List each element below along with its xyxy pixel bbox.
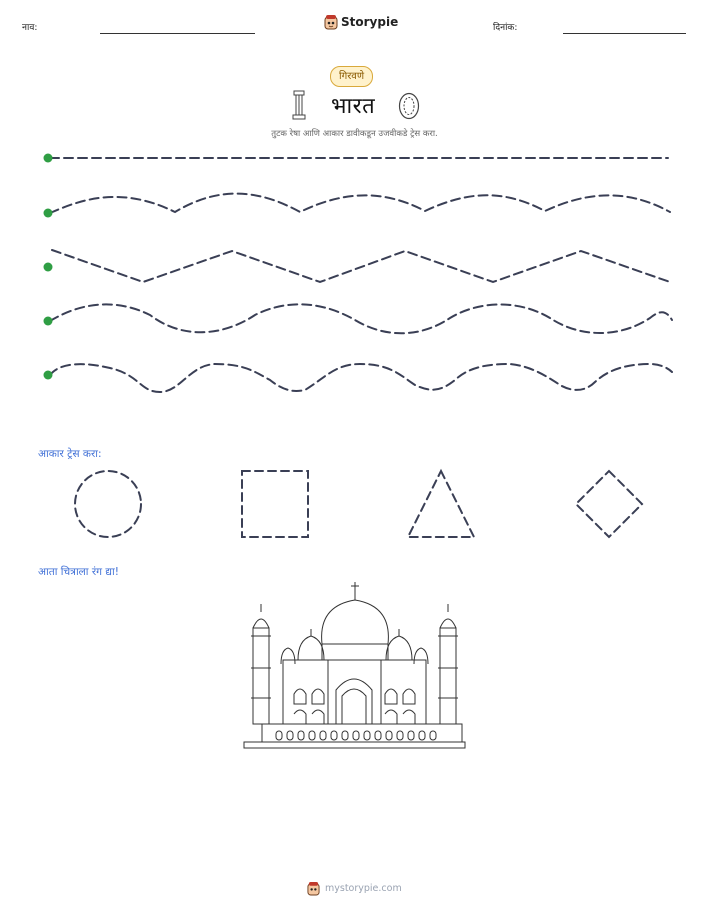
name-label: नाव: bbox=[22, 23, 38, 33]
trace-shape-triangle[interactable] bbox=[408, 471, 474, 537]
start-dot-3 bbox=[44, 263, 53, 272]
worksheet-title: भारत bbox=[331, 94, 376, 119]
coloring-heading: आता चित्राला रंग द्या! bbox=[38, 566, 119, 578]
trace-shape-circle[interactable] bbox=[75, 471, 141, 537]
instruction-text: तुटक रेषा आणि आकार डावीकडून उजवीकडे ट्रेस करा. bbox=[271, 129, 438, 139]
taj-mahal-outline[interactable] bbox=[244, 582, 465, 748]
footer-site-link[interactable]: mystorypie.com bbox=[325, 883, 402, 894]
shapes-heading: आकार ट्रेस करा: bbox=[38, 448, 102, 460]
tracing-line-zigzag[interactable] bbox=[52, 250, 670, 282]
tracing-line-bumpy-wave[interactable] bbox=[50, 364, 672, 392]
start-dot-1 bbox=[44, 154, 53, 163]
trace-shape-diamond[interactable] bbox=[576, 471, 642, 537]
brand-name: Storypie bbox=[341, 15, 399, 29]
tracing-line-gentle-wave[interactable] bbox=[50, 194, 670, 213]
start-dot-5 bbox=[44, 371, 53, 380]
storypie-mascot-icon bbox=[307, 881, 320, 896]
trace-shape-square[interactable] bbox=[242, 471, 308, 537]
start-dot-4 bbox=[44, 317, 53, 326]
date-label: दिनांक: bbox=[493, 23, 518, 33]
start-dot-2 bbox=[44, 209, 53, 218]
topic-badge: गिरवणे bbox=[330, 66, 373, 87]
footer bbox=[307, 881, 402, 896]
tracing-line-wave[interactable] bbox=[50, 304, 672, 333]
